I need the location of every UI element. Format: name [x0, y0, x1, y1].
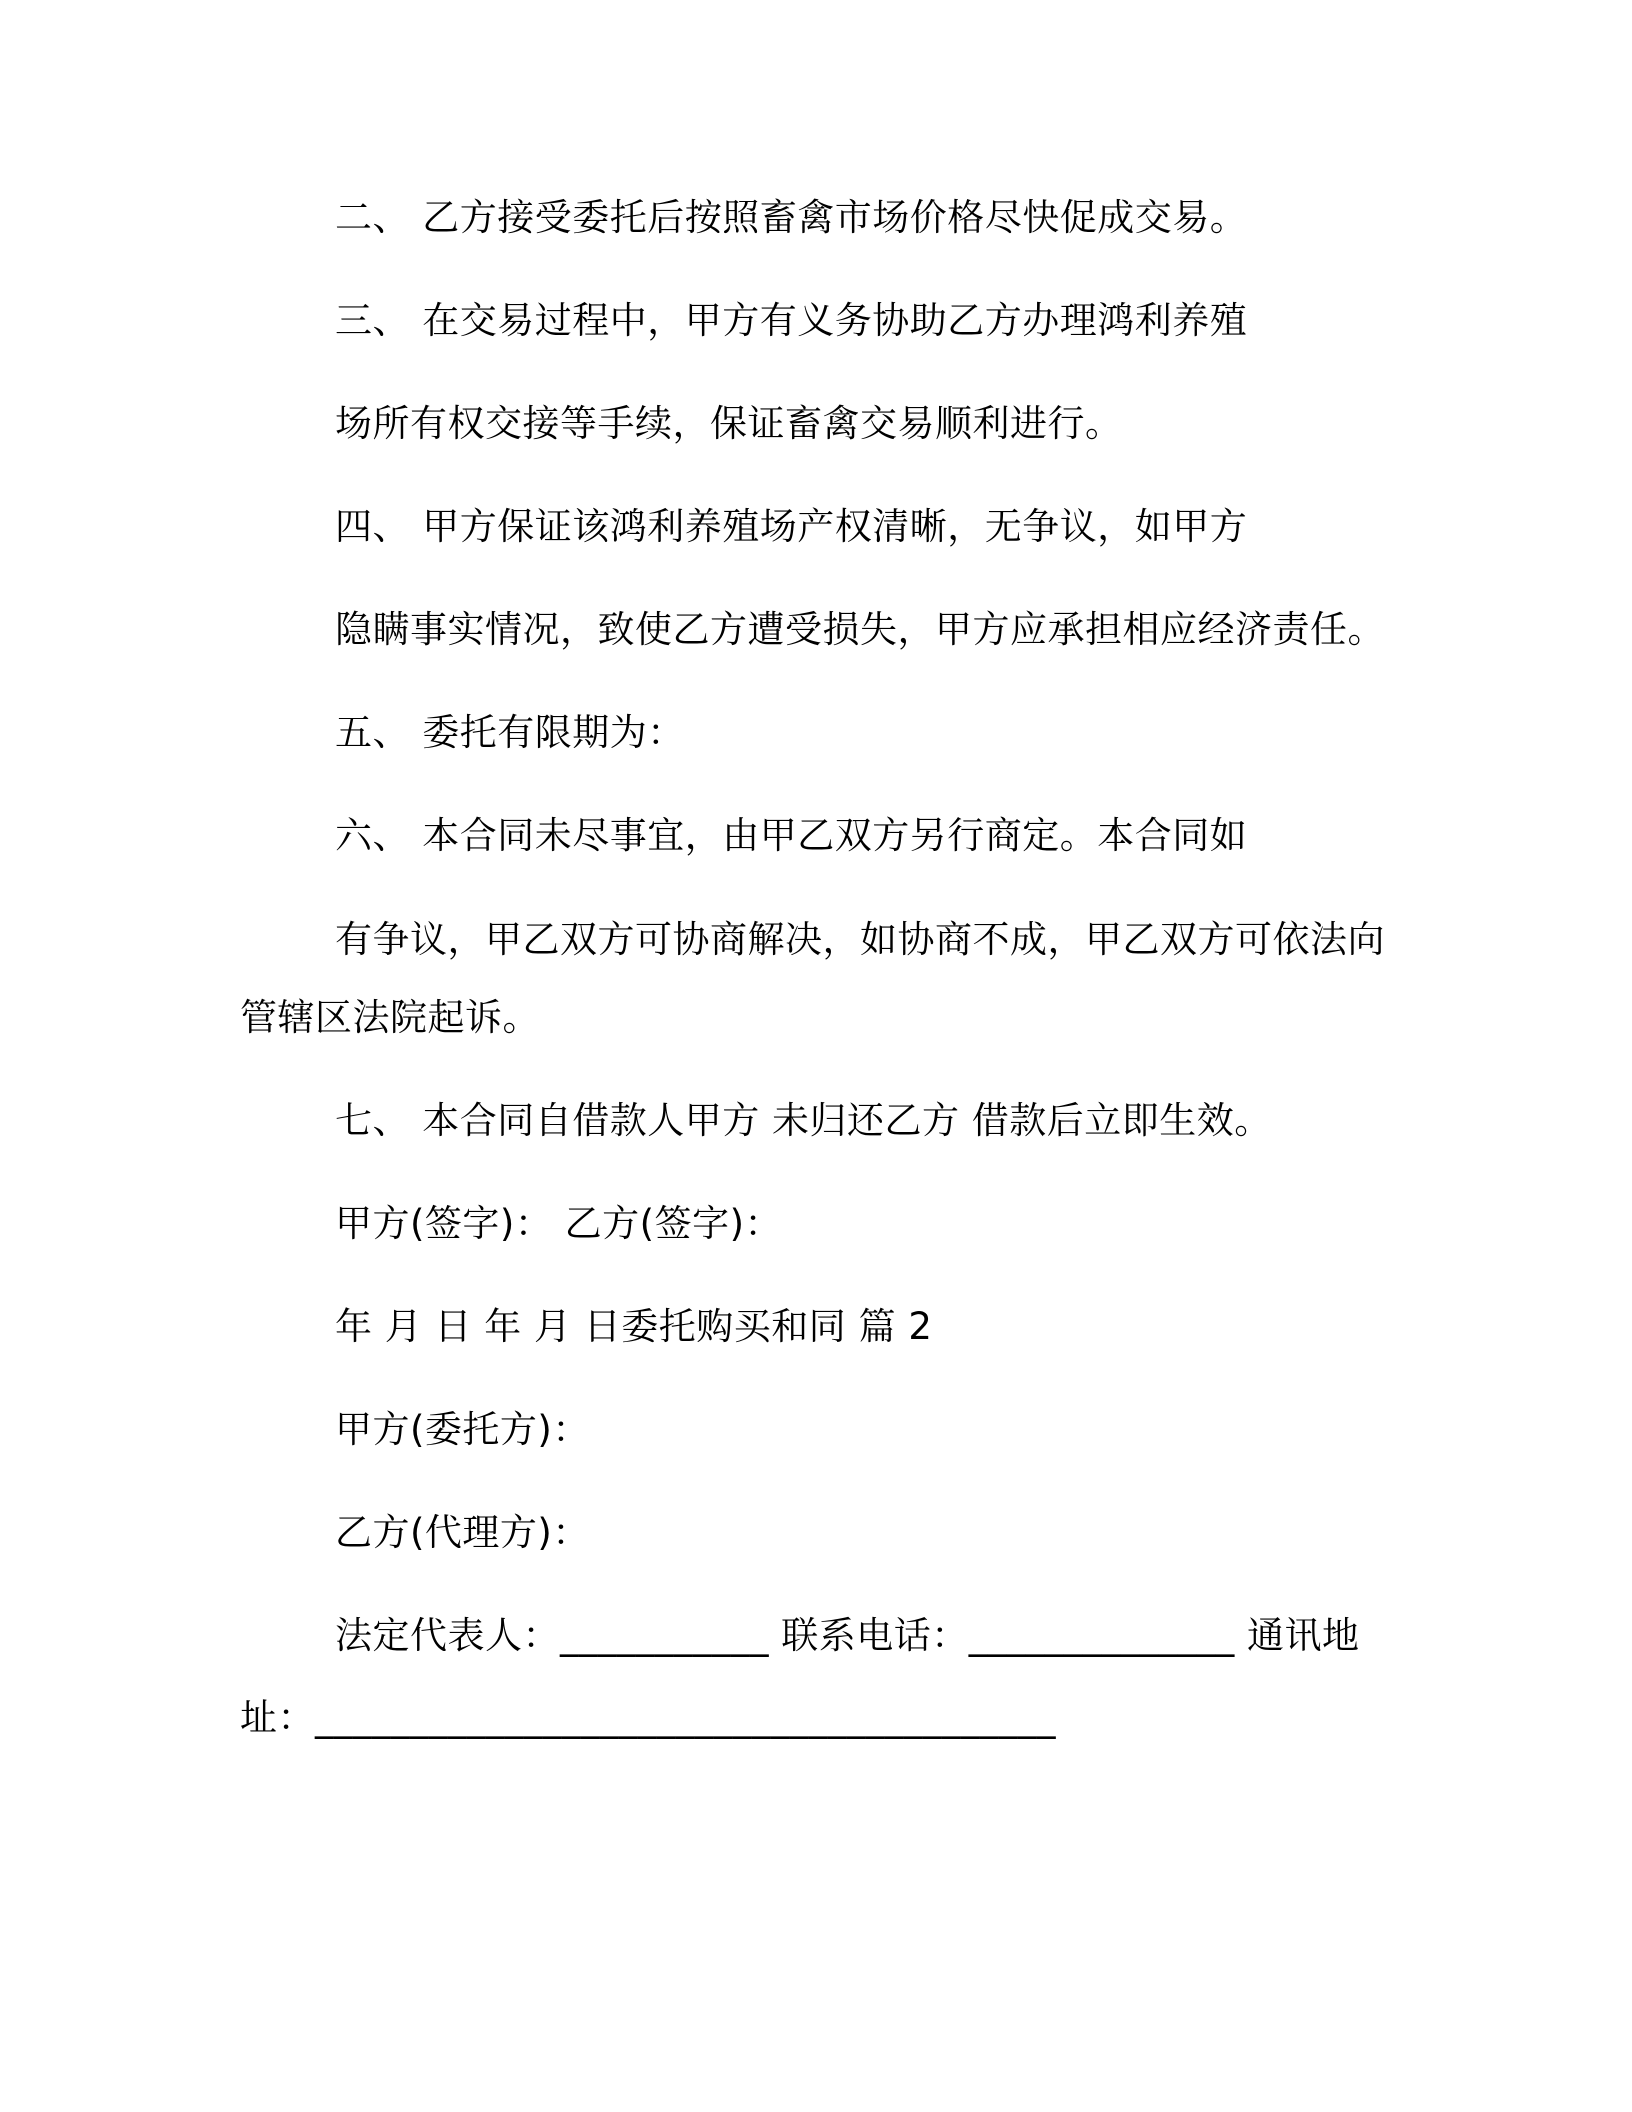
address-line: 址：_______________________________________ [240, 1696, 1056, 1739]
clause-6-continued: 有争议，甲乙双方可协商解决，如协商不成，甲乙双方可依法向 [335, 918, 1385, 961]
party-a-principal: 甲方(委托方)： [335, 1408, 590, 1451]
date-line: 年 月 日 年 月 日委托购买和同 篇 2 [335, 1305, 933, 1348]
signature-line: 甲方(签字)： 乙方(签字)： [335, 1202, 783, 1245]
clause-6: 六、 本合同未尽事宜，由甲乙双方另行商定。本合同如 [335, 814, 1248, 857]
clause-3: 三、 在交易过程中，甲方有义务协助乙方办理鸿利养殖 [335, 299, 1248, 342]
clause-4-continued: 隐瞒事实情况，致使乙方遭受损失，甲方应承担相应经济责任。 [335, 608, 1385, 651]
legal-rep-contact-line: 法定代表人：___________ 联系电话：______________ 通讯地 [335, 1614, 1360, 1657]
clause-3-continued: 场所有权交接等手续，保证畜禽交易顺利进行。 [335, 402, 1123, 445]
clause-6-end: 管辖区法院起诉。 [240, 996, 540, 1039]
clause-2: 二、 乙方接受委托后按照畜禽市场价格尽快促成交易。 [335, 196, 1248, 239]
clause-5: 五、 委托有限期为： [335, 711, 685, 754]
clause-4: 四、 甲方保证该鸿利养殖场产权清晰，无争议，如甲方 [335, 505, 1248, 548]
party-b-agent: 乙方(代理方)： [335, 1511, 590, 1554]
clause-7: 七、 本合同自借款人甲方 未归还乙方 借款后立即生效。 [335, 1099, 1272, 1142]
